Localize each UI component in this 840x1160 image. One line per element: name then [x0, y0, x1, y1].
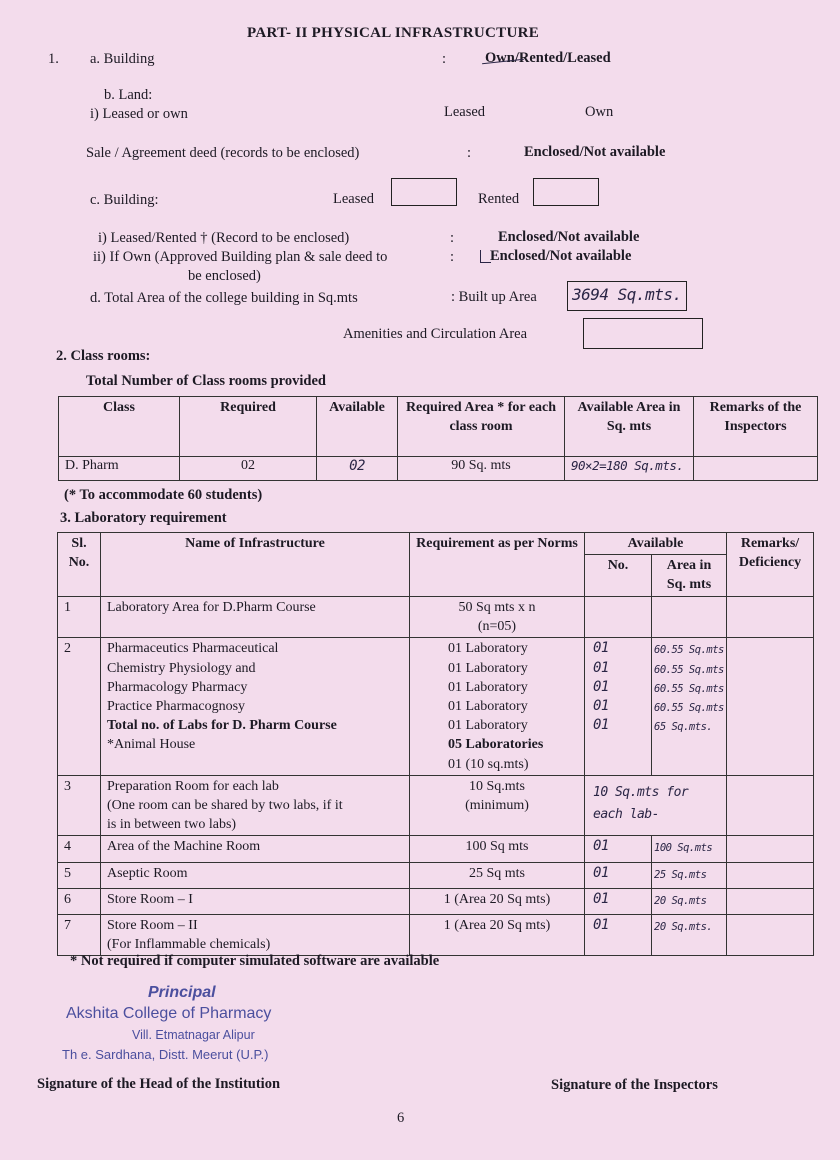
- cell-remarks: [694, 457, 818, 481]
- col-name: Name of Infrastructure: [101, 533, 410, 597]
- cell-available: 02: [317, 457, 398, 481]
- cell-sl: 3: [58, 775, 101, 836]
- col-area: Area in Sq. mts: [652, 555, 727, 597]
- requirement-line: 10 Sq.mts: [468, 778, 525, 794]
- cell-sl: 6: [58, 888, 101, 914]
- total-requirement: 05 Laboratories: [448, 737, 544, 753]
- cell-name: Laboratory Area for D.Pharm Course: [101, 597, 410, 638]
- builtup-area-value: 3694 Sq.mts.: [572, 285, 682, 304]
- col-remarks: Remarks of the Inspectors: [694, 397, 818, 457]
- store-room-line: Store Room – II: [107, 918, 198, 934]
- lab-name: Practice Pharmacognosy: [107, 699, 246, 715]
- cell-sl: 2: [58, 638, 101, 775]
- requirement-line: (minimum): [465, 798, 529, 814]
- requirement-line: 01 Laboratory: [448, 660, 528, 676]
- stamp-college: Akshita College of Pharmacy: [66, 1005, 272, 1022]
- col-no: No.: [585, 555, 652, 597]
- hw-area: 65 Sq.mts.: [654, 721, 713, 734]
- cell-name: Store Room – I: [101, 888, 410, 914]
- cell-no: 01: [585, 888, 652, 914]
- sale-deed-label: Sale / Agreement deed (records to be enclosed): [86, 145, 360, 161]
- prep-room-line: Preparation Room for each lab: [107, 778, 279, 794]
- classroom-table: [58, 396, 818, 481]
- cell-area: 20 Sq.mts.: [652, 915, 727, 956]
- c-building-label: c. Building:: [90, 192, 159, 208]
- cell-remarks: [727, 775, 814, 836]
- leased-rented-record-value: Enclosed/Not available: [498, 229, 640, 245]
- c-leased-box[interactable]: [391, 178, 457, 206]
- cell-no: 01: [585, 836, 652, 862]
- cell-required: 02: [180, 457, 317, 481]
- lab-name: Pharmaceutics Pharmaceutical: [107, 641, 279, 657]
- if-own-value: Enclosed/Not available: [490, 248, 632, 264]
- signature-inspectors-label: Signature of the Inspectors: [551, 1077, 718, 1093]
- cell-requirement: 1 (Area 20 Sq mts): [410, 915, 585, 956]
- colon: :: [467, 145, 472, 161]
- hw-area: 60.55 Sq.mts: [654, 663, 724, 676]
- laboratory-table: [57, 532, 814, 956]
- cell-remarks: [727, 915, 814, 956]
- requirement-line: 01 Laboratory: [448, 718, 528, 734]
- table-row: [58, 915, 814, 956]
- cell-sl: 4: [58, 836, 101, 862]
- table-row: [58, 836, 814, 862]
- if-own-label-cont: be enclosed): [188, 268, 261, 284]
- hw-no: 01: [593, 678, 609, 695]
- amenities-box[interactable]: [583, 318, 703, 349]
- cell-requirement: [410, 597, 585, 638]
- store-room-line: (For Inflammable chemicals): [107, 937, 271, 953]
- cell-remarks: [727, 638, 814, 775]
- cell-required-area: 90 Sq. mts: [398, 457, 565, 481]
- page-title: PART- II PHYSICAL INFRASTRUCTURE: [247, 25, 540, 41]
- colon: :: [442, 51, 447, 67]
- colon: :: [450, 249, 455, 265]
- cell-area: 20 Sq.mts: [652, 888, 727, 914]
- laboratory-footnote: * Not required if computer simulated software are available: [70, 953, 440, 969]
- col-available-area: Available Area in Sq. mts: [565, 397, 694, 457]
- cell-sl: 5: [58, 862, 101, 888]
- hw-no: 01: [593, 698, 609, 715]
- colon: :: [450, 230, 455, 246]
- table-row: [58, 775, 814, 836]
- hw-area: 60.55 Sq.mts: [654, 682, 724, 695]
- cell-requirement: 25 Sq mts: [410, 862, 585, 888]
- section-1-number: 1.: [48, 51, 59, 67]
- table-row: [58, 597, 814, 638]
- cell-no: 01: [585, 862, 652, 888]
- requirement-line: (n=05): [477, 619, 517, 635]
- cell-requirement: [410, 638, 585, 775]
- lab-name: Pharmacology Pharmacy: [107, 679, 248, 695]
- hw-prep-avail: each lab-: [593, 806, 659, 822]
- cell-requirement: 100 Sq mts: [410, 836, 585, 862]
- cell-area: [652, 597, 727, 638]
- table-row: [58, 862, 814, 888]
- col-required-area: Required Area * for each class room: [398, 397, 565, 457]
- amenities-label: Amenities and Circulation Area: [343, 326, 528, 342]
- total-labs-label: Total no. of Labs for D. Pharm Course: [107, 718, 337, 734]
- cell-name: [101, 638, 410, 775]
- animal-house-label: *Animal House: [107, 737, 196, 753]
- cell-area: [652, 638, 727, 775]
- col-available: Available: [317, 397, 398, 457]
- land-leased-option: Leased: [444, 104, 486, 120]
- cell-sl: 7: [58, 915, 101, 956]
- classroom-footnote: (* To accommodate 60 students): [64, 487, 263, 503]
- cell-remarks: [727, 888, 814, 914]
- tick-mark: [480, 250, 491, 263]
- table-row: [58, 888, 814, 914]
- cell-requirement: [410, 775, 585, 836]
- cell-area: 100 Sq.mts: [652, 836, 727, 862]
- table-row: [59, 457, 818, 481]
- c-rented-label: Rented: [478, 191, 520, 207]
- cell-remarks: [727, 836, 814, 862]
- builtup-area-label: : Built up Area: [451, 289, 537, 305]
- hw-no: 01: [593, 640, 609, 657]
- page-number: 6: [397, 1110, 405, 1126]
- cell-available-area: 90×2=180 Sq.mts.: [565, 457, 694, 481]
- cell-requirement: 1 (Area 20 Sq mts): [410, 888, 585, 914]
- col-requirement: Requirement as per Norms: [410, 533, 585, 597]
- building-label: a. Building: [90, 51, 155, 67]
- col-remarks: Remarks/ Deficiency: [727, 533, 814, 597]
- signature-head-label: Signature of the Head of the Institution: [37, 1076, 281, 1092]
- col-available: Available: [585, 533, 727, 555]
- land-label: b. Land:: [104, 87, 153, 103]
- land-own-option: Own: [585, 104, 614, 120]
- leased-or-own-label: i) Leased or own: [90, 106, 188, 122]
- building-value: Own/Rented/Leased: [485, 50, 611, 66]
- cell-sl: 1: [58, 597, 101, 638]
- requirement-line: 01 Laboratory: [448, 699, 528, 715]
- hw-no: 01: [593, 717, 609, 734]
- requirement-line: 01 Laboratory: [448, 641, 528, 657]
- hw-area: 60.55 Sq.mts: [654, 644, 724, 657]
- cell-remarks: [727, 597, 814, 638]
- total-area-label: d. Total Area of the college building in Sq.mts: [90, 290, 358, 306]
- sale-deed-value: Enclosed/Not available: [524, 144, 666, 160]
- cell-class: D. Pharm: [59, 457, 180, 481]
- cell-available: [585, 775, 727, 836]
- cell-no: 01: [585, 915, 652, 956]
- cell-no: [585, 597, 652, 638]
- section-3-heading: 3. Laboratory requirement: [60, 510, 227, 526]
- hw-prep-avail: 10 Sq.mts for: [593, 784, 689, 800]
- section-2-subheading: Total Number of Class rooms provided: [86, 373, 326, 389]
- stamp-principal: Principal: [148, 984, 216, 1001]
- cell-remarks: [727, 862, 814, 888]
- hw-no: 01: [593, 659, 609, 676]
- cell-no: [585, 638, 652, 775]
- lab-name: Chemistry Physiology and: [107, 660, 256, 676]
- c-rented-box[interactable]: [533, 178, 599, 206]
- stamp-village: Vill. Etmatnagar Alipur: [132, 1028, 255, 1042]
- animal-requirement: 01 (10 sq.mts): [448, 756, 529, 772]
- table-row: [58, 638, 814, 775]
- hw-area: 60.55 Sq.mts: [654, 702, 724, 715]
- prep-room-line: (One room can be shared by two labs, if it: [107, 798, 343, 814]
- c-leased-label: Leased: [333, 191, 375, 207]
- leased-rented-record-label: i) Leased/Rented † (Record to be enclosed): [98, 230, 350, 246]
- col-class: Class: [59, 397, 180, 457]
- stamp-district: Th e. Sardhana, Distt. Meerut (U.P.): [62, 1047, 269, 1062]
- col-required: Required: [180, 397, 317, 457]
- requirement-line: 50 Sq mts x n: [458, 600, 536, 615]
- cell-area: 25 Sq.mts: [652, 862, 727, 888]
- requirement-line: 01 Laboratory: [448, 679, 528, 695]
- section-2-heading: 2. Class rooms:: [56, 348, 151, 364]
- if-own-label: ii) If Own (Approved Building plan & sale deed to: [93, 249, 388, 265]
- col-sl: Sl. No.: [58, 533, 101, 597]
- cell-name: [101, 775, 410, 836]
- cell-name: [101, 915, 410, 956]
- cell-name: Area of the Machine Room: [101, 836, 410, 862]
- prep-room-line: is in between two labs): [107, 817, 237, 833]
- cell-name: Aseptic Room: [101, 862, 410, 888]
